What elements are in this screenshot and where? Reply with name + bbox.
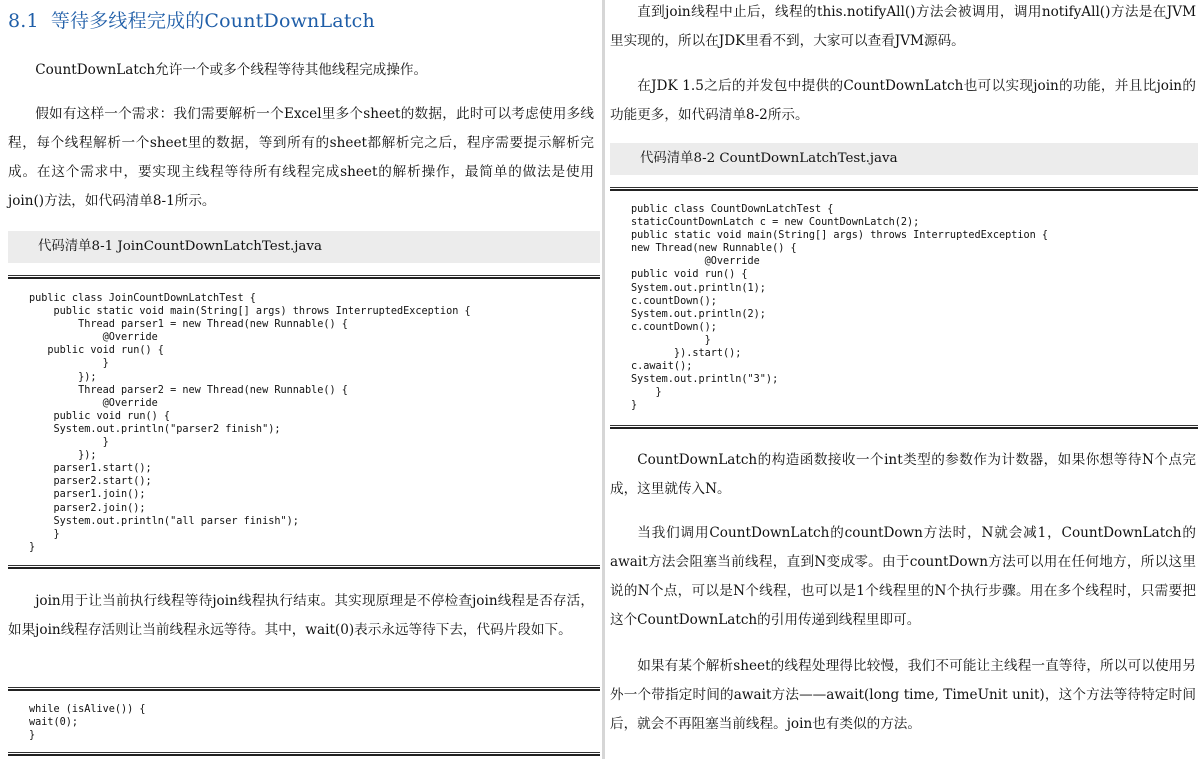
right-column (606, 0, 1198, 759)
code-block-wait: while (isAlive()) { wait(0); } (29, 704, 146, 742)
section-number: 8.1 (8, 10, 39, 32)
intro-paragraph: CountDownLatch允许一个或多个线程等待其他线程完成操作。 (35, 62, 428, 78)
snippet-rule-top (8, 687, 600, 691)
requirement-paragraph: 假如有这样一个需求：我们需要解析一个Excel里多个sheet的数据，此时可以考虑使用多线程，每个线程解析一个sheet里的数据，等到所有的sheet都解析完之后，程序需要提示解析完成。在这个需求中，要实现主线程等待所有线程完成sheet的解析操作，最简单的做法是使用join()方法，如代码清单8-1所示。 (8, 106, 594, 209)
join-explanation-paragraph: join用于让当前执行线程等待join线程执行结束。其实现原理是不停检查join线程是否存活，如果join线程存活则让当前线程永远等待。其中，wait(0)表示永远等待下去，代码片段如下。 (8, 593, 594, 638)
column-divider (602, 0, 605, 759)
listing-label-8-1: 代码清单8-1 JoinCountDownLatchTest.java (8, 231, 600, 263)
code-rule-top (8, 275, 600, 279)
jdk-paragraph: 在JDK 1.5之后的并发包中提供的CountDownLatch也可以实现join的功能，并且比join的功能更多，如代码清单8-2所示。 (610, 78, 1196, 123)
countdown-paragraph: 当我们调用CountDownLatch的countDown方法时，N就会减1，CountDownLatch的await方法会阻塞当前线程，直到N变成零。由于countDown方法可以用在任何地方，所以这里说的N个点，可以是N个线程，也可以是1个线程里的N个执行步骤。用在多个线程时，只需要把这个CountDownLatch的引用传递到线程里即可。 (610, 525, 1196, 628)
code-block-countdownlatch: public class CountDownLatchTest { staticCountDownLatch c = new CountDownLatch(2); public static void main(String[] args) throws InterruptedException { new Thread(new Runnable() { @Override public void run() { System.out.println(1); c.countDown(); System.out.println(2); c.countDown(); } }).start(); c.await(); System.out.println("3"); } } (631, 204, 1049, 412)
code-rule-bottom (610, 425, 1198, 429)
snippet-rule-bottom (8, 752, 600, 756)
await-timeout-paragraph: 如果有某个解析sheet的线程处理得比较慢，我们不可能让主线程一直等待，所以可以使用另外一个带指定时间的await方法——await(long time, TimeUnit unit)，这个方法等待特定时间后，就会不再阻塞当前线程。join也有类似的方法。 (610, 658, 1196, 732)
code-rule-top (610, 187, 1198, 191)
section-heading (8, 6, 375, 33)
notifyall-paragraph: 直到join线程中止后，线程的this.notifyAll()方法会被调用，调用notifyAll()方法是在JVM里实现的，所以在JDK里看不到，大家可以查看JVM源码。 (610, 4, 1196, 49)
section-title: 等待多线程完成的CountDownLatch (50, 10, 375, 32)
listing-label-8-2: 代码清单8-2 CountDownLatchTest.java (610, 143, 1198, 175)
constructor-paragraph: CountDownLatch的构造函数接收一个int类型的参数作为计数器，如果你想等待N个点完成，这里就传入N。 (610, 452, 1196, 497)
code-rule-bottom (8, 565, 600, 569)
code-block-join: public class JoinCountDownLatchTest { public static void main(String[] args) throws InterruptedException { Thread parser1 = new Thread(new Runnable() { @Override public void run() { } }); Thread parser2 = new Thread(new Runnable() { @Override public void run() { System.out.println("parser2 finish"); } }); parser1.start(); parser2.start(); parser1.join(); parser2.join(); System.out.println("all parser finish"); } } (29, 293, 471, 553)
